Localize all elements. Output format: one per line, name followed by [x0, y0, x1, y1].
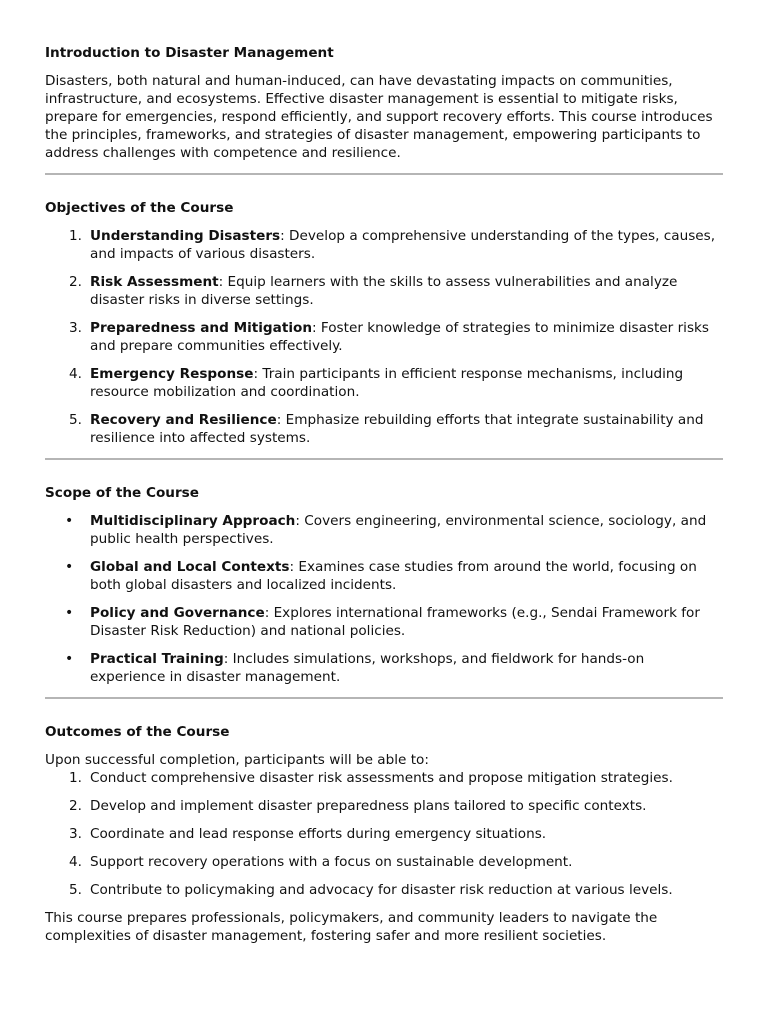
- bullet-icon: •: [65, 513, 74, 529]
- outcomes-list: [45, 769, 723, 899]
- scope-text: : Explores international frameworks (e.g., Sendai Framework for Disaster Risk Reduction) and national policies.: [90, 605, 700, 639]
- intro-heading: Introduction to Disaster Management: [45, 45, 334, 61]
- outcome-text: Coordinate and lead response efforts during emergency situations.: [90, 826, 547, 842]
- scope-term: Global and Local Contexts: [90, 559, 290, 575]
- outcomes-heading: Outcomes of the Course: [45, 724, 230, 740]
- objective-text: : Foster knowledge of strategies to minimize disaster risks and prepare communities effectively.: [90, 320, 709, 354]
- scope-text: : Includes simulations, workshops, and fieldwork for hands-on experience in disaster management.: [90, 651, 645, 685]
- list-item: [45, 558, 723, 594]
- list-number: 1.: [69, 228, 82, 244]
- outcomes-closing: This course prepares professionals, policymakers, and community leaders to navigate the complexities of disaster management, fostering safer and more resilient societies.: [45, 910, 658, 944]
- list-item: [45, 881, 723, 899]
- objective-text: : Train participants in efficient response mechanisms, including resource mobilization and coordination.: [90, 366, 684, 400]
- outcome-text: Contribute to policymaking and advocacy for disaster risk reduction at various levels.: [90, 882, 673, 898]
- scope-term: Multidisciplinary Approach: [90, 513, 296, 529]
- scope-term: Policy and Governance: [90, 605, 265, 621]
- intro-paragraph: Disasters, both natural and human-induced, can have devastating impacts on communities, infrastructure, and ecosystems. Effective disaster management is essential to mitigate risks, prepare for emergencies, respond efficiently, and support recovery efforts. This course introduces the principles, frameworks, and strategies of disaster management, empowering participants to address challenges with competence and resilience.: [45, 73, 713, 161]
- scope-heading: Scope of the Course: [45, 485, 199, 501]
- list-number: 5.: [69, 412, 82, 428]
- objectives-heading: Objectives of the Course: [45, 200, 234, 216]
- outcomes-intro: Upon successful completion, participants will be able to:: [45, 752, 429, 768]
- section-divider: [45, 173, 723, 175]
- list-number: 2.: [69, 798, 82, 814]
- list-item: [45, 273, 723, 309]
- list-item: [45, 650, 723, 686]
- objective-text: : Develop a comprehensive understanding of the types, causes, and impacts of various disasters.: [90, 228, 716, 262]
- bullet-icon: •: [65, 559, 74, 575]
- outcome-text: Support recovery operations with a focus on sustainable development.: [90, 854, 573, 870]
- objective-text: : Emphasize rebuilding efforts that integrate sustainability and resilience into affected systems.: [90, 412, 704, 446]
- list-number: 3.: [69, 320, 82, 336]
- list-item: [45, 604, 723, 640]
- scope-term: Practical Training: [90, 651, 224, 667]
- objectives-list: [45, 227, 723, 447]
- objective-term: Preparedness and Mitigation: [90, 320, 312, 336]
- objective-text: : Equip learners with the skills to assess vulnerabilities and analyze disaster risks in diverse settings.: [90, 274, 678, 308]
- list-number: 4.: [69, 854, 82, 870]
- list-item: [45, 853, 723, 871]
- list-number: 1.: [69, 770, 82, 786]
- list-number: 2.: [69, 274, 82, 290]
- list-number: 5.: [69, 882, 82, 898]
- list-item: [45, 319, 723, 355]
- outcomes-section: [45, 723, 723, 945]
- scope-list: [45, 512, 723, 686]
- scope-text: : Covers engineering, environmental science, sociology, and public health perspectives.: [90, 513, 707, 547]
- objective-term: Understanding Disasters: [90, 228, 281, 244]
- intro-section: [45, 44, 723, 162]
- outcome-text: Develop and implement disaster preparedness plans tailored to specific contexts.: [90, 798, 647, 814]
- list-item: [45, 825, 723, 843]
- list-item: [45, 769, 723, 787]
- scope-section: [45, 484, 723, 686]
- list-item: [45, 365, 723, 401]
- list-item: [45, 512, 723, 548]
- list-item: [45, 797, 723, 815]
- bullet-icon: •: [65, 651, 74, 667]
- objective-term: Emergency Response: [90, 366, 254, 382]
- section-divider: [45, 697, 723, 699]
- bullet-icon: •: [65, 605, 74, 621]
- objective-term: Recovery and Resilience: [90, 412, 277, 428]
- section-divider: [45, 458, 723, 460]
- list-item: [45, 227, 723, 263]
- scope-text: : Examines case studies from around the world, focusing on both global disasters and localized incidents.: [90, 559, 697, 593]
- objective-term: Risk Assessment: [90, 274, 219, 290]
- list-number: 3.: [69, 826, 82, 842]
- list-number: 4.: [69, 366, 82, 382]
- outcome-text: Conduct comprehensive disaster risk assessments and propose mitigation strategies.: [90, 770, 673, 786]
- objectives-section: [45, 199, 723, 447]
- list-item: [45, 411, 723, 447]
